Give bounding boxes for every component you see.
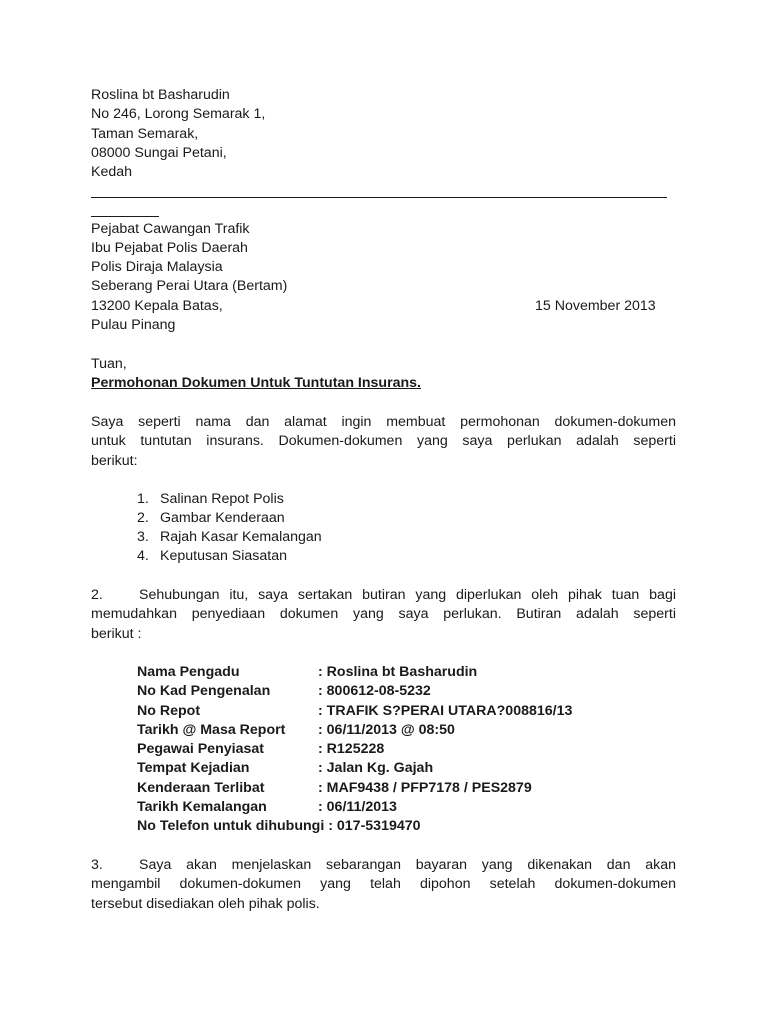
salutation: Tuan, bbox=[91, 356, 127, 372]
detail-row bbox=[137, 702, 572, 721]
recipient-line-3: Polis Diraja Malaysia bbox=[91, 259, 223, 275]
paragraph-2-line-1 bbox=[91, 586, 676, 605]
detail-row bbox=[137, 721, 455, 740]
list-item-text: Gambar Kenderaan bbox=[160, 510, 285, 526]
detail-value: : TRAFIK S?PERAI UTARA?008816/13 bbox=[318, 703, 573, 719]
sender-state: Kedah bbox=[91, 164, 133, 180]
phone-line: No Telefon untuk dihubungi : 017-5319470 bbox=[137, 818, 421, 834]
detail-row bbox=[137, 779, 532, 798]
intro-line-1: Saya seperti nama dan alamat ingin membuat permohonan dokumen-dokumen bbox=[91, 414, 676, 430]
paragraph-3 bbox=[91, 856, 676, 914]
paragraph-number: 3. bbox=[91, 857, 103, 873]
list-item bbox=[137, 547, 287, 566]
list-item-text: Keputusan Siasatan bbox=[160, 548, 287, 564]
detail-label: Tarikh @ Masa Report bbox=[137, 722, 286, 738]
recipient-line-1: Pejabat Cawangan Trafik bbox=[91, 221, 250, 237]
list-item bbox=[137, 490, 284, 509]
detail-label: Kenderaan Terlibat bbox=[137, 780, 265, 796]
recipient-line-6: Pulau Pinang bbox=[91, 317, 176, 333]
detail-label: No Repot bbox=[137, 703, 201, 719]
list-item-text: Salinan Repot Polis bbox=[160, 491, 284, 507]
detail-label: Pegawai Penyiasat bbox=[137, 741, 264, 757]
separator-rule bbox=[91, 197, 667, 198]
list-item bbox=[137, 528, 322, 547]
intro-line-3: berikut: bbox=[91, 452, 138, 469]
detail-value: : 06/11/2013 @ 08:50 bbox=[318, 722, 455, 738]
separator-rule-continued bbox=[91, 216, 159, 217]
detail-row bbox=[137, 740, 384, 759]
paragraph-3-line-1 bbox=[91, 856, 676, 875]
paragraph-3-line-2: mengambil dokumen-dokumen yang telah dipohon setelah dokumen-dokumen bbox=[91, 876, 676, 893]
list-item-number: 4. bbox=[137, 548, 149, 564]
paragraph-number: 2. bbox=[91, 587, 103, 603]
recipient-line-2: Ibu Pejabat Polis Daerah bbox=[91, 240, 248, 256]
detail-value: : 06/11/2013 bbox=[318, 799, 397, 815]
detail-label: No Kad Pengenalan bbox=[137, 683, 271, 699]
detail-row bbox=[137, 759, 433, 778]
list-item-number: 3. bbox=[137, 529, 149, 545]
paragraph-2 bbox=[91, 586, 676, 644]
sender-address-line-1: No 246, Lorong Semarak 1, bbox=[91, 106, 266, 122]
paragraph-2-line-3: berikut : bbox=[91, 625, 142, 642]
detail-row bbox=[137, 682, 431, 701]
sender-name: Roslina bt Basharudin bbox=[91, 87, 230, 103]
sender-address-line-2: Taman Semarak, bbox=[91, 126, 199, 142]
detail-value: : MAF9438 / PFP7178 / PES2879 bbox=[318, 780, 532, 796]
detail-row bbox=[137, 798, 397, 817]
detail-row bbox=[137, 663, 477, 682]
intro-line-2: untuk tuntutan insurans. Dokumen-dokumen yang saya perlukan adalah seperti bbox=[91, 433, 676, 450]
list-item bbox=[137, 509, 285, 528]
detail-value: : 800612-08-5232 bbox=[318, 683, 431, 699]
list-item-number: 1. bbox=[137, 491, 149, 507]
paragraph-2-text-1: Sehubungan itu, saya sertakan butiran yang diperlukan oleh pihak tuan bagi bbox=[139, 587, 676, 603]
detail-value: : Jalan Kg. Gajah bbox=[318, 760, 434, 776]
detail-value: : Roslina bt Basharudin bbox=[318, 664, 478, 680]
letter-date: 15 November 2013 bbox=[535, 298, 656, 314]
paragraph-3-line-3: tersebut disediakan oleh pihak polis. bbox=[91, 895, 320, 912]
detail-label: Tarikh Kemalangan bbox=[137, 799, 267, 815]
paragraph-2-line-2: memudahkan penyediaan dokumen yang saya perlukan. Butiran adalah seperti bbox=[91, 606, 676, 623]
list-item-number: 2. bbox=[137, 510, 149, 526]
detail-label: Nama Pengadu bbox=[137, 664, 240, 680]
detail-value: : R125228 bbox=[318, 741, 385, 757]
sender-address-line-3: 08000 Sungai Petani, bbox=[91, 145, 227, 161]
paragraph-3-text-1: Saya akan menjelaskan sebarangan bayaran yang dikenakan dan akan bbox=[139, 857, 676, 873]
subject-heading: Permohonan Dokumen Untuk Tuntutan Insurans. bbox=[91, 375, 422, 391]
list-item-text: Rajah Kasar Kemalangan bbox=[160, 529, 322, 545]
intro-paragraph bbox=[91, 413, 676, 471]
recipient-line-5: 13200 Kepala Batas, bbox=[91, 298, 223, 314]
detail-label: Tempat Kejadian bbox=[137, 760, 250, 776]
recipient-line-4: Seberang Perai Utara (Bertam) bbox=[91, 278, 288, 294]
